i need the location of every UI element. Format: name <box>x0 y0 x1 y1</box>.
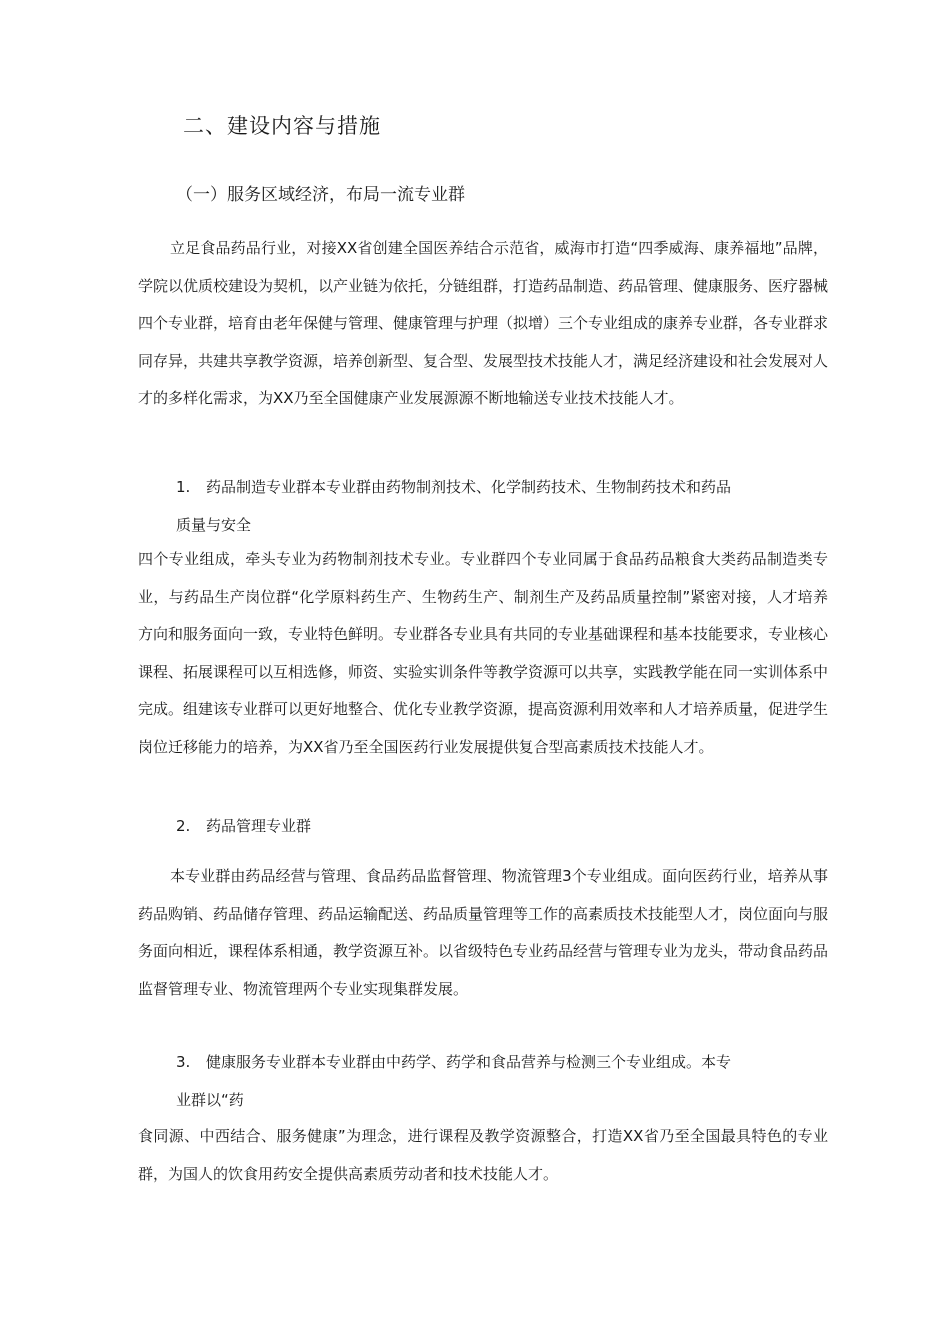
section-heading: 二、建设内容与措施 <box>183 114 381 138</box>
list-item-2-heading <box>176 808 816 846</box>
list-item-3-number: 3. <box>176 1053 191 1071</box>
list-item-1-head-line2: 质量与安全 <box>176 515 252 534</box>
list-item-2-head-line1: 药品管理专业群 <box>206 817 312 835</box>
intro-paragraph: 立足食品药品行业，对接XX省创建全国医养结合示范省，威海市打造“四季威海、康养福地”品牌，学院以优质校建设为契机，以产业链为依托，分链组群，打造药品制造、药品管理、健康服务、医疗器械四个专业群，培育由老年保健与管理、健康管理与护理（拟增）三个专业组成的康养专业群，各专业群求同存异，共建共享教学资源，培养创新型、复合型、发展型技术技能人才，满足经济建设和社会发展对人才的多样化需求，为XX乃至全国健康产业发展源源不断地输送专业技术技能人才。 <box>138 239 829 407</box>
list-item-2-body: 本专业群由药品经营与管理、食品药品监督管理、物流管理3个专业组成。面向医药行业，培养从事药品购销、药品储存管理、药品运输配送、药品质量管理等工作的高素质技术技能型人才，岗位面向与服务面向相近，课程体系相通，教学资源互补。以省级特色专业药品经营与管理专业为龙头，带动食品药品监督管理专业、物流管理两个专业实现集群发展。 <box>138 867 829 998</box>
list-item-1-number: 1. <box>176 478 191 496</box>
subsection-heading: （一）服务区域经济，布局一流专业群 <box>176 185 465 205</box>
list-item-1-head-line1: 药品制造专业群本专业群由药物制剂技术、化学制药技术、生物制药技术和药品 <box>206 478 732 496</box>
list-item-2-number: 2. <box>176 817 191 835</box>
list-item-1-heading <box>176 469 816 544</box>
list-item-3-body: 食同源、中西结合、服务健康”为理念，进行课程及教学资源整合，打造XX省乃至全国最具特色的专业群，为国人的饮食用药安全提供高素质劳动者和技术技能人才。 <box>138 1127 828 1183</box>
list-item-3-head-line1: 健康服务专业群本专业群由中药学、药学和食品营养与检测三个专业组成。本专 <box>206 1053 732 1071</box>
list-item-1-body: 四个专业组成，牵头专业为药物制剂技术专业。专业群四个专业同属于食品药品粮食大类药品制造类专业，与药品生产岗位群“化学原料药生产、生物药生产、制剂生产及药品质量控制”紧密对接，人才培养方向和服务面向一致，专业特色鲜明。专业群各专业具有共同的专业基础课程和基本技能要求，专业核心课程、拓展课程可以互相选修，师资、实验实训条件等教学资源可以共享，实践教学能在同一实训体系中完成。组建该专业群可以更好地整合、优化专业教学资源，提高资源利用效率和人才培养质量，促进学生岗位迁移能力的培养，为XX省乃至全国医药行业发展提供复合型高素质技术技能人才。 <box>138 550 829 756</box>
list-item-3-head-line2: 业群以“药 <box>176 1090 244 1109</box>
list-item-3-heading <box>176 1044 816 1119</box>
